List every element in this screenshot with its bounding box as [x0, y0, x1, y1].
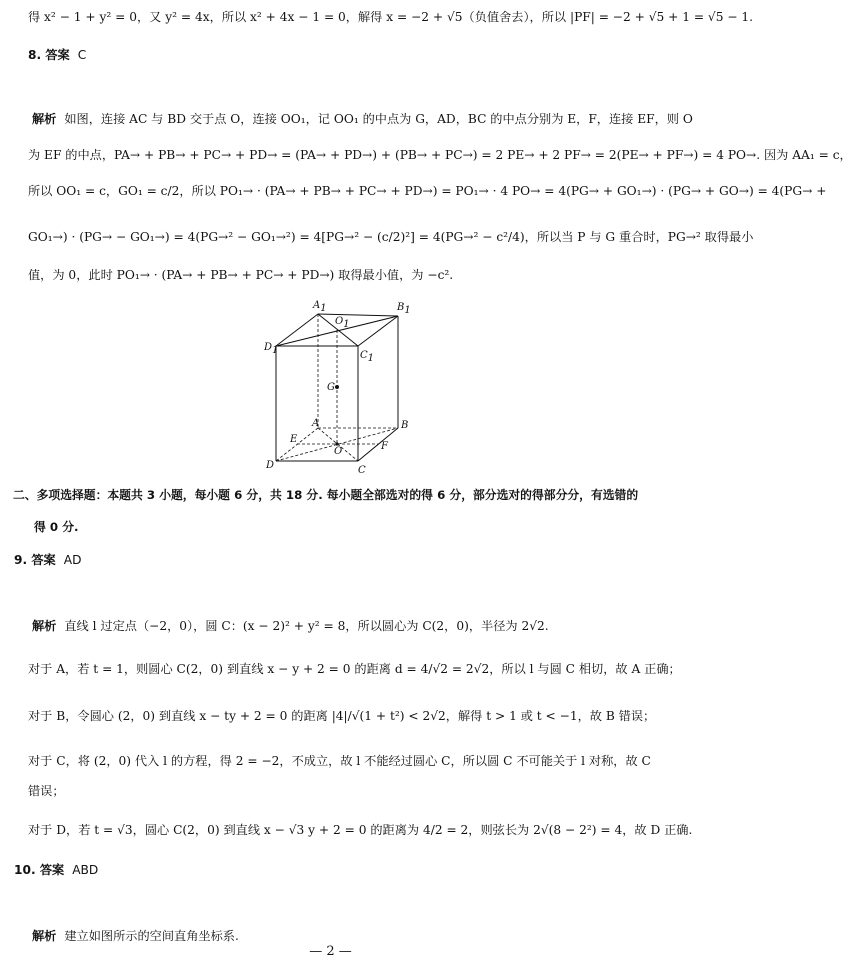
label-c: C [358, 465, 366, 476]
analysis-9-line-5: 错误； [28, 784, 65, 798]
label-b1: B1 [397, 302, 411, 316]
page-number: — 2 — [309, 944, 352, 959]
analysis-9-line-4: 对于 C，将 (2，0) 代入 l 的方程，得 2 = −2，不成立，故 l 不能经过圆心 C，所以圆 C 不可能关于 l 对称，故 C [28, 754, 651, 768]
analysis-label: 解析 [32, 619, 57, 633]
label-g: G [327, 382, 335, 393]
label-b: B [401, 420, 409, 431]
text-line: 得 x² − 1 + y² = 0，又 y² = 4x，所以 x² + 4x − 1 = 0，解得 x = −2 + √5（负值舍去），所以 |PF| = −2 + √5 + 1 = √5 − 1. [28, 10, 754, 24]
section-heading: 二、多项选择题：本题共 3 小题，每小题 6 分，共 18 分. 每小题全部选对的得 6 分，部分选对的得部分分，有选错的 [13, 488, 639, 502]
label-d1: D1 [264, 342, 279, 356]
label-c1: C1 [360, 350, 375, 364]
analysis-label: 解析 [32, 929, 57, 943]
label-a1: A1 [313, 300, 327, 314]
analysis-text: 如图，连接 AC 与 BD 交于点 O，连接 OO₁，记 OO₁ 的中点为 G，AD，BC 的中点分别为 E，F，连接 EF，则 O [64, 112, 693, 126]
analysis-9-line-3: 对于 B，令圆心 (2，0) 到直线 x − ty + 2 = 0 的距离 |4|/√(1 + t²) < 2√2，解得 t > 1 或 t < −1，故 B 错误； [28, 709, 656, 723]
label-d: D [266, 460, 275, 471]
analysis-8-line-2: 为 EF 的中点，PA→ + PB→ + PC→ + PD→ = (PA→ + PD→) + (PB→ + PC→) = 2 PE→ + 2 PF→ = 2(PE→ + PF→) = 4 PO→. 因为 AA₁ = c， [28, 148, 852, 162]
answer-label: 10. 答案 [14, 863, 65, 877]
section-heading-cont: 得 0 分. [34, 520, 79, 534]
answer-10 [14, 861, 651, 879]
analysis-label: 解析 [32, 112, 57, 126]
answer-value: ABD [72, 863, 99, 877]
analysis-8-line-4: GO₁→) · (PG→ − GO₁→) = 4(PG→² − GO₁→²) = 4[PG→² − (c/2)²] = 4(PG→² − c²/4)，所以当 P 与 G 重合时，PG→² 取得最小 [28, 230, 754, 244]
analysis-8-line-3: 所以 OO₁ = c，GO₁ = c/2，所以 PO₁→ · (PA→ + PB→ + PC→ + PD→) = PO₁→ · 4 PO→ = 4(PG→ + GO₁→) · (PG→ + GO→) = 4(PG→ + [28, 184, 827, 198]
label-f: F [381, 441, 388, 452]
analysis-8-line-5: 值，为 0，此时 PO₁→ · (PA→ + PB→ + PC→ + PD→) 取得最小值，为 −c². [28, 268, 454, 282]
answer-label: 8. 答案 [28, 48, 70, 62]
answer-value: C [77, 48, 87, 62]
analysis-10-line-1 [32, 927, 651, 945]
prism-figure [258, 296, 418, 476]
label-o: O [334, 446, 343, 457]
label-o1: O1 [335, 316, 350, 330]
analysis-text: 直线 l 过定点（−2，0），圆 C：(x − 2)² + y² = 8，所以圆心为 C(2，0)，半径为 2√2. [64, 619, 549, 633]
analysis-text: 建立如图所示的空间直角坐标系. [64, 929, 239, 943]
analysis-9-line-1 [32, 617, 651, 635]
analysis-9-line-2: 对于 A，若 t = 1，则圆心 C(2，0) 到直线 x − y + 2 = 0 的距离 d = 4/√2 = 2√2，所以 l 与圆 C 相切，故 A 正确； [28, 662, 681, 676]
point-g [335, 385, 339, 389]
analysis-9-line-6: 对于 D，若 t = √3，圆心 C(2，0) 到直线 x − √3 y + 2 = 0 的距离为 4/2 = 2，则弦长为 2√(8 − 2²) = 4，故 D 正确. [28, 823, 693, 837]
analysis-8-line-1 [32, 110, 693, 128]
answer-label: 9. 答案 [14, 553, 56, 567]
label-e: E [290, 434, 298, 445]
answer-9 [14, 551, 651, 569]
answer-8 [28, 46, 651, 64]
answer-value: AD [63, 553, 82, 567]
label-a: A [312, 418, 320, 429]
